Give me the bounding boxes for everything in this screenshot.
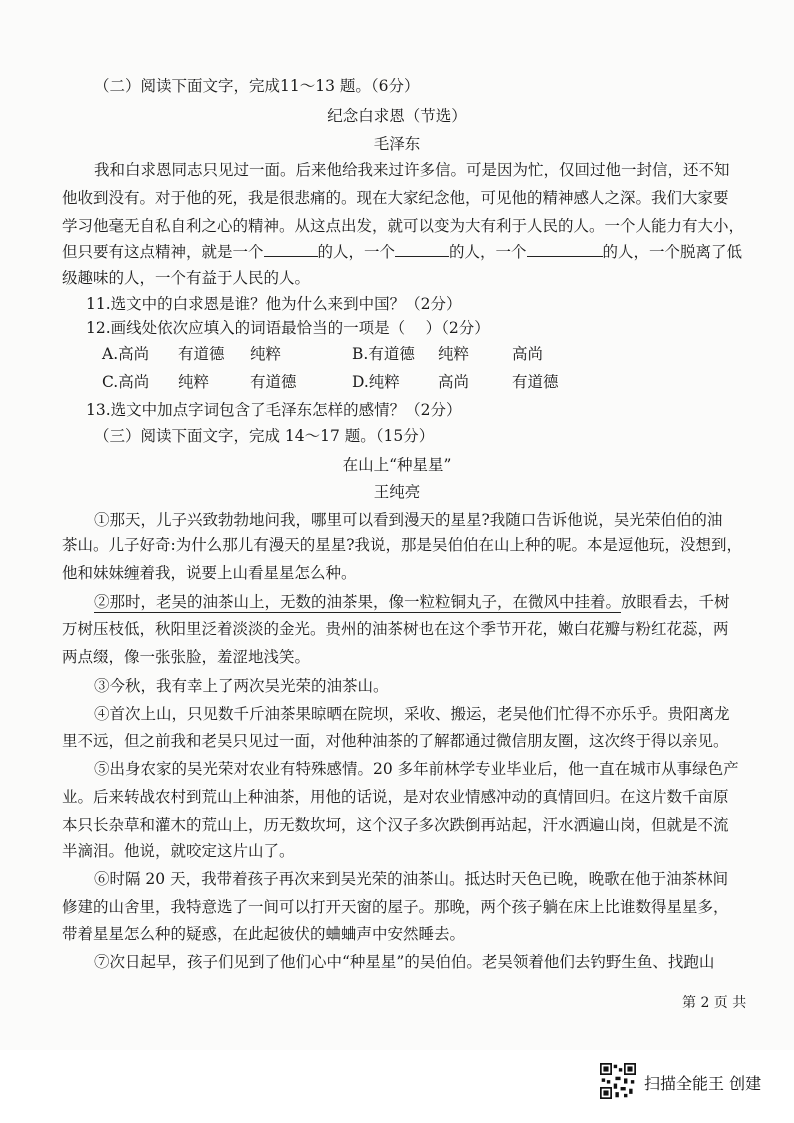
- section2-title: 纪念白求恩（节选）: [327, 107, 467, 125]
- option-a-2: 有道德: [178, 345, 225, 363]
- question-13: 13.选文中加点字词包含了毛泽东怎样的感情？（2分）: [86, 401, 462, 419]
- s3-p2-line1: [94, 592, 730, 612]
- s3-p1-line2: 茶山。儿子好奇:为什么那儿有漫天的星星?我说，那是吴伯伯在山上种的呢。本是逗他玩，没想到，: [62, 536, 743, 554]
- option-d-1[interactable]: D.纯粹: [352, 373, 400, 391]
- underlined-sentence: ②那时，老吴的油茶山上，无数的油茶果，像一粒粒铜丸子，在微风中挂着。: [94, 593, 622, 611]
- s2-p4-d: 的人，一个脱离了低: [602, 243, 743, 261]
- s3-p5-line3: 本只长杂草和灌木的荒山上，历无数坎坷，这个汉子多次跌倒再站起，汗水洒遍山岗，但就是不流: [62, 816, 729, 834]
- fill-blank-3[interactable]: [527, 242, 603, 257]
- s2-p1: 我和白求恩同志只见过一面。后来他给我来过许多信。可是因为忙，仅回过他一封信，还不知: [94, 161, 730, 179]
- section3-heading: （三）阅读下面文字，完成 14～17 题。（15分）: [94, 427, 435, 445]
- s2-p4-c: 的人，一个: [449, 243, 527, 261]
- section2-heading: （二）阅读下面文字，完成11～13 题。（6分）: [94, 77, 420, 95]
- section2-author: 毛泽东: [373, 135, 421, 153]
- question-12: 12.画线处依次应填入的词语最恰当的一项是（ ）（2分）: [86, 319, 490, 337]
- option-a-1[interactable]: A.高尚: [102, 345, 150, 363]
- s3-p7-line1: ⑦次日起早，孩子们见到了他们心中“种星星”的吴伯伯。老吴领着他们去钓野生鱼、找跑山: [94, 953, 715, 971]
- s3-p5-line1: ⑤出身农家的吴光荣对农业有特殊感情。20 多年前林学专业毕业后，他一直在城市从事绿色产: [94, 760, 739, 778]
- option-c-1[interactable]: C.高尚: [102, 373, 150, 391]
- section3-author: 王纯亮: [373, 483, 421, 501]
- s3-p2-line1-rest: 放眼看去，千树: [621, 593, 730, 611]
- s2-p4-a: 但只要有这点精神，就是一个: [62, 243, 264, 261]
- s3-p5-line2: 业。后来转战农村到荒山上种油茶，用他的话说，是对农业情感冲动的真情回归。在这片数千亩原: [62, 788, 729, 806]
- section3-title: 在山上“种星星”: [342, 456, 452, 474]
- s2-p4-b: 的人，一个: [317, 243, 396, 261]
- s2-p2: 他收到没有。对于他的死，我是很悲痛的。现在大家纪念他，可见他的精神感人之深。我们大家要: [62, 189, 729, 207]
- s3-p2-line3: 两点缀，像一张张脸，羞涩地浅笑。: [62, 648, 311, 666]
- question-11: 11.选文中的白求恩是谁？他为什么来到中国？（2分）: [86, 295, 462, 313]
- s2-p3: 学习他毫无自私自利之心的精神。从这点出发，就可以变为大有利于人民的人。一个人能力有大小，: [62, 217, 745, 235]
- s3-p5-line4: 半滴泪。他说，就咬定这片山了。: [62, 842, 295, 860]
- option-a-3: 纯粹: [250, 345, 282, 363]
- option-b-1[interactable]: B.有道德: [352, 345, 415, 363]
- option-d-2: 高尚: [438, 373, 470, 391]
- option-d-3: 有道德: [512, 373, 559, 391]
- s3-p4-line1: ④首次上山，只见数千斤油茶果晾晒在院坝，采收、搬运，老吴他们忙得不亦乐乎。贵阳离龙: [94, 705, 730, 723]
- s2-p5: 级趣味的人，一个有益于人民的人。: [62, 269, 311, 287]
- s3-p4-line2: 里不远，但之前我和老吴只见过一面，对他种油茶的了解都通过微信朋友圈，这次终于得以亲见。: [62, 732, 729, 750]
- s3-p1-line1: ①那天，儿子兴致勃勃地问我，哪里可以看到漫天的星星?我随口告诉他说，吴光荣伯伯的油: [94, 511, 723, 529]
- fill-blank-2[interactable]: [395, 242, 449, 257]
- option-b-3: 高尚: [512, 345, 544, 363]
- option-c-2: 纯粹: [178, 373, 210, 391]
- scanner-brand-label: 扫描全能王 创建: [644, 1074, 762, 1093]
- s3-p3: ③今秋，我有幸上了两次吴光荣的油茶山。: [94, 677, 389, 695]
- option-b-2: 纯粹: [438, 345, 470, 363]
- fill-blank-1[interactable]: [264, 242, 318, 257]
- s3-p6-line2: 修建的山舍里，我特意选了一间可以打开天窗的屋子。那晚，两个孩子躺在床上比谁数得星星多，: [62, 898, 729, 916]
- s3-p2-line2: 万树压枝低，秋阳里泛着淡淡的金光。贵州的油茶树也在这个季节开花，嫩白花瓣与粉红花蕊，两: [62, 620, 729, 638]
- s3-p6-line3: 带着星星怎么种的疑惑，在此起彼伏的蛐蛐声中安然睡去。: [62, 925, 466, 943]
- s3-p6-line1: ⑥时隔 20 天，我带着孩子再次来到吴光荣的油茶山。抵达时天色已晚，晚歌在他于油茶林间: [94, 870, 729, 888]
- page-number: 第 2 页 共: [682, 995, 747, 1011]
- s2-p4: [62, 242, 742, 262]
- option-c-3: 有道德: [250, 373, 297, 391]
- s3-p1-line3: 他和妹妹缠着我，说要上山看星星怎么种。: [62, 564, 357, 582]
- qr-code-icon: [600, 1063, 636, 1099]
